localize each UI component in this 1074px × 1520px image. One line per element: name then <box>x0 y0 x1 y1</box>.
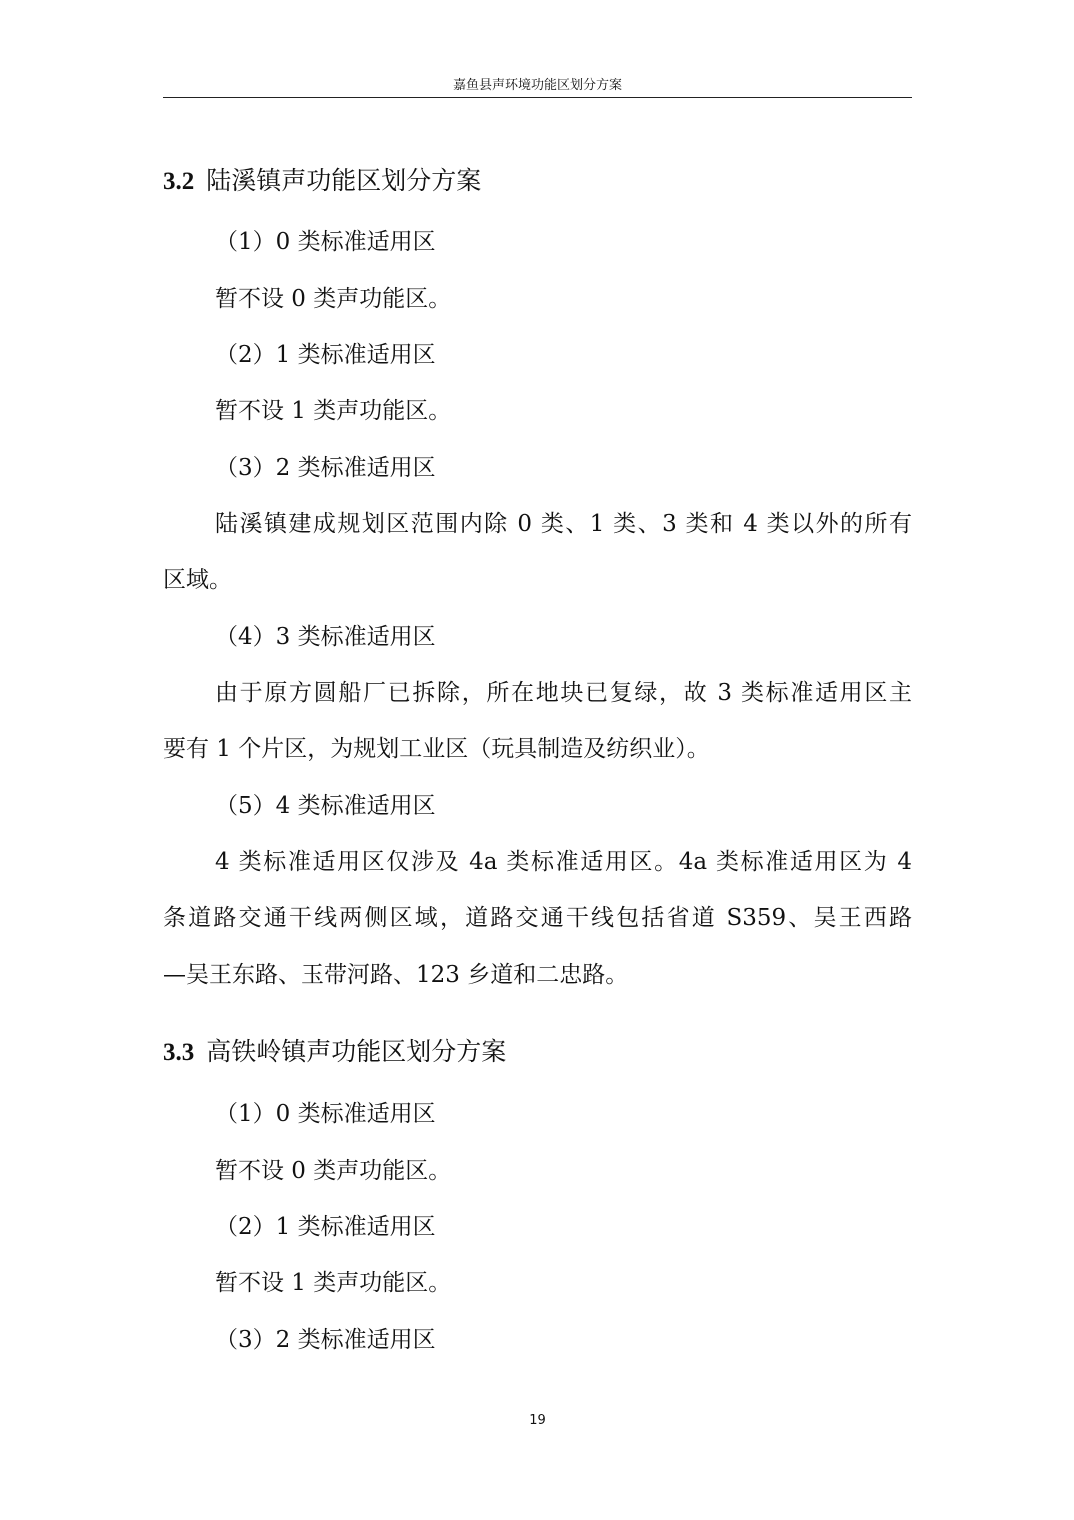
paragraph-line: 区域。 <box>163 567 232 593</box>
subheading: （2）1 类标准适用区 <box>215 342 436 368</box>
subheading: （2）1 类标准适用区 <box>215 1214 436 1240</box>
paragraph-line: 4 类标准适用区仅涉及 4a 类标准适用区。4a 类标准适用区为 4 <box>215 849 912 875</box>
subheading: （3）2 类标准适用区 <box>215 1327 436 1353</box>
section-title: 高铁岭镇声功能区划分方案 <box>206 1037 507 1066</box>
page-number: 19 <box>529 1413 546 1428</box>
paragraph-line: 要有 1 个片区，为规划工业区（玩具制造及纺织业）。 <box>163 736 710 762</box>
section-title: 陆溪镇声功能区划分方案 <box>206 166 482 195</box>
paragraph-line: —吴王东路、玉带河路、123 乡道和二忠路。 <box>163 962 629 988</box>
header-divider <box>163 97 912 98</box>
subheading: （1）0 类标准适用区 <box>215 1101 436 1127</box>
paragraph-line: 条道路交通干线两侧区域，道路交通干线包括省道 S359、吴王西路 <box>163 905 912 931</box>
paragraph: 暂不设 0 类声功能区。 <box>215 286 452 312</box>
subheading: （1）0 类标准适用区 <box>215 229 436 255</box>
subheading: （3）2 类标准适用区 <box>215 455 436 481</box>
subheading: （5）4 类标准适用区 <box>215 793 436 819</box>
paragraph: 暂不设 1 类声功能区。 <box>215 398 452 424</box>
section-heading-3-2 <box>163 165 481 198</box>
paragraph: 暂不设 0 类声功能区。 <box>215 1158 452 1184</box>
section-heading-3-3 <box>163 1036 506 1069</box>
paragraph-line: 陆溪镇建成规划区范围内除 0 类、1 类、3 类和 4 类以外的所有 <box>215 511 912 537</box>
paragraph: 暂不设 1 类声功能区。 <box>215 1270 452 1296</box>
section-number: 3.2 <box>163 168 195 195</box>
running-header: 嘉鱼县声环境功能区划分方案 <box>452 78 622 93</box>
paragraph-line: 由于原方圆船厂已拆除，所在地块已复绿，故 3 类标准适用区主 <box>215 680 912 706</box>
subheading: （4）3 类标准适用区 <box>215 624 436 650</box>
section-number: 3.3 <box>163 1039 195 1066</box>
